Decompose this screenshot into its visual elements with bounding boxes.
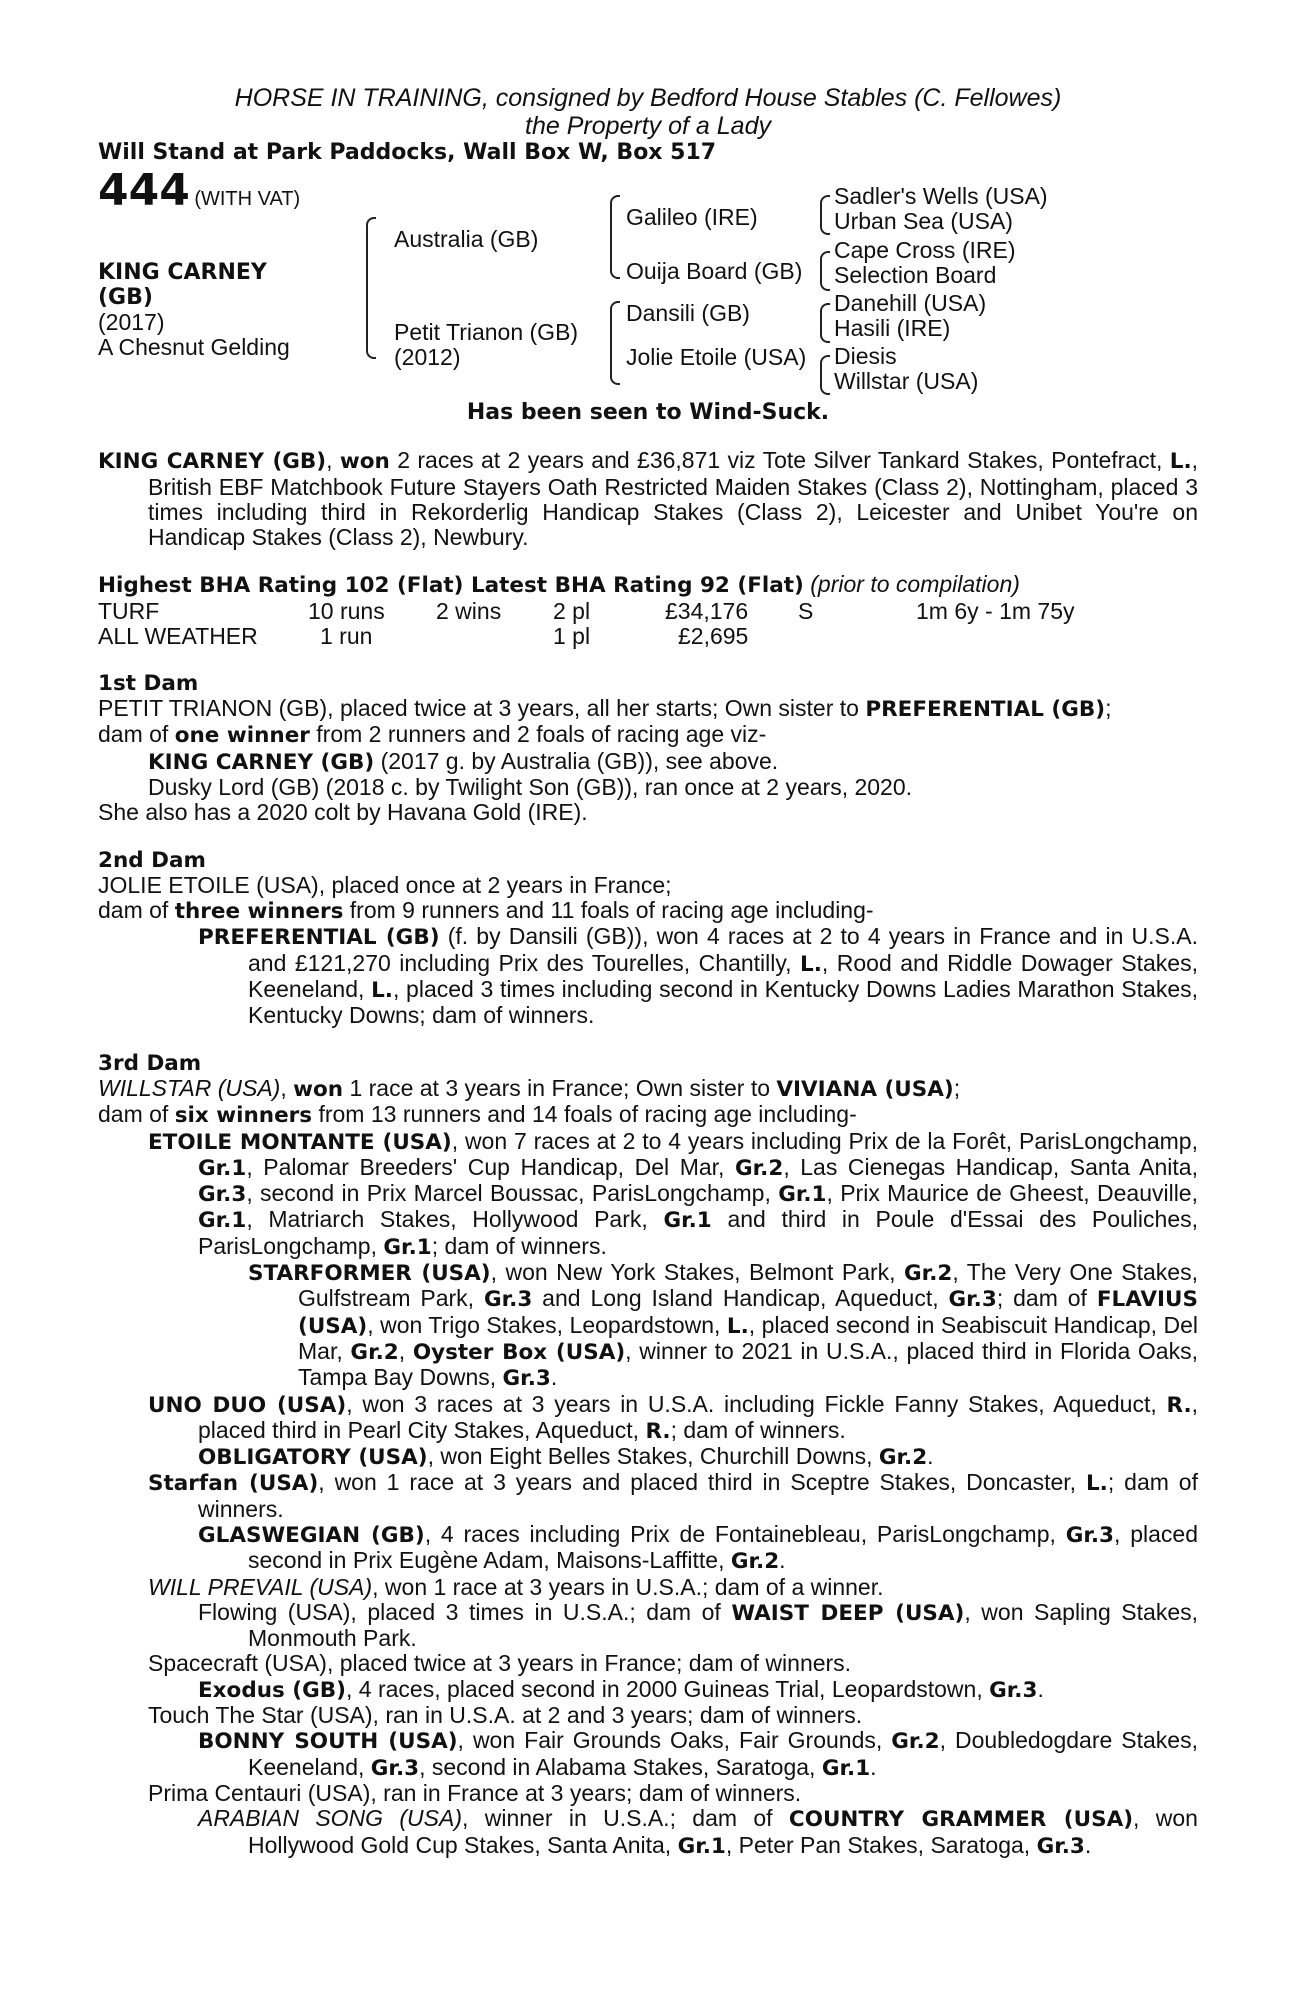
turf-row: TURF 10 runs 2 wins 2 pl £34,176 S 1m 6y - 1m 75y — [98, 597, 1075, 624]
horse-year: (2017) — [98, 309, 165, 336]
brace-g3 — [820, 303, 830, 343]
ratings-note: (prior to compilation) — [810, 571, 1020, 598]
lot-number: 444 — [98, 165, 190, 217]
brace-g2 — [820, 251, 830, 291]
pedigree-gg1: Sadler's Wells (USA) — [834, 183, 1048, 210]
pedigree-gg3: Cape Cross (IRE) — [834, 237, 1016, 264]
third-dam-section: 3rd Dam WILLSTAR (USA), won 1 race at 3 years in France; Own sister to VIVIANA (USA); dam of six winners from 13 runners and 14 foals of racing age including- ETOILE MONTANTE (USA), won 7 races at 2 to 4 years including Prix de la Forêt, ParisLongchamp, Gr.1, Palomar Breeders' Cup Handicap, Del Mar, Gr.2, Las Cienegas Handicap, Santa Anita, Gr.3, second in Prix Marcel Boussac, ParisLongchamp, Gr.1, Prix Maurice de Gheest, Deauville, Gr.1, Matriarch Stakes, Hollywood Park, Gr.1 and third in Poule d'Essai des Pouliches, ParisLongchamp, Gr.1; dam of winners. STARFORMER (USA), won New York Stakes, Belmont Park, Gr.2, The Very One Stakes, Gulfstream Park, Gr.3 and Long Island Handicap, Aqueduct, Gr.3; dam of FLAVIUS (USA), won Trigo Stakes, Leopardstown, L., placed second in Seabiscuit Handicap, Del Mar, Gr.2, Oyster Box (USA), winner to 2021 in U.S.A., placed third in Florida Oaks, Tampa Bay Downs, Gr.3. UNO DUO (USA), won 3 races at 3 years in U.S.A. including Fickle Fanny Stakes, Aqueduct, R., placed third in Pearl City Stakes, Aqueduct, R.; dam of winners. OBLIGATORY (USA), won Eight Belles Stakes, Churchill Downs, Gr.2. Starfan (USA), won 1 race at 3 years and placed third in Sceptre Stakes, Doncaster, L.; dam of winners. GLASWEGIAN (GB), 4 races including Prix de Fontainebleau, ParisLongchamp, Gr.3, placed second in Prix Eugène Adam, Maisons-Laffitte, Gr.2. WILL PREVAIL (USA), won 1 race at 3 years in U.S.A.; dam of a winner. Flowing (USA), placed 3 times in U.S.A.; dam of WAIST DEEP (USA), won Sapling Stakes, Monmouth Park. Spacecraft (USA), placed twice at 3 years in France; dam of winners. Exodus (GB), 4 races, placed second in 2000 Guineas Trial, Leopardstown, Gr.3. Touch The Star (USA), ran in U.S.A. at 2 and 3 years; dam of winners. BONNY SOUTH (USA), won Fair Grounds Oaks, Fair Grounds, Gr.2, Doubledogdare Stakes, Keeneland, Gr.3, second in Alabama Stakes, Saratoga, Gr.1. Prima Centauri (USA), ran in France at 3 years; dam of winners. ARABIAN SONG (USA), winner in U.S.A.; dam of COUNTRY GRAMMER (USA), won Hollywood Gold Cup Stakes, Santa Anita, Gr.1, Peter Pan Stakes, Saratoga, Gr.3. — [98, 1050, 1198, 1859]
progeny-glaswegian: GLASWEGIAN (GB), 4 races including Prix de Fontainebleau, ParisLongchamp, Gr.3, placed second in Prix Eugène Adam, Maisons-Laffitte, Gr.2. — [198, 1520, 1198, 1575]
pedigree-dam-year: (2012) — [394, 344, 461, 371]
second-dam-heading: 2nd Dam — [98, 847, 206, 873]
progeny-starformer: STARFORMER (USA), won New York Stakes, Belmont Park, Gr.2, The Very One Stakes, Gulfstream Park, Gr.3 and Long Island Handicap, Aqueduct, Gr.3; dam of FLAVIUS (USA), won Trigo Stakes, Leopardstown, L., placed second in Seabiscuit Handicap, Del Mar, Gr.2, Oyster Box (USA), winner to 2021 in U.S.A., placed third in Florida Oaks, Tampa Bay Downs, Gr.3. — [248, 1259, 1198, 1392]
horse-country: (GB) — [98, 285, 153, 311]
progeny-spacecraft: Spacecraft (USA), placed twice at 3 years in France; dam of winners. — [148, 1650, 852, 1677]
all-weather-row: ALL WEATHER 1 run 1 pl £2,695 — [98, 622, 749, 649]
progeny-flowing: Flowing (USA), placed 3 times in U.S.A.; dam of WAIST DEEP (USA), won Sapling Stakes, Monmouth Park. — [198, 1598, 1198, 1652]
consignor-heading: HORSE IN TRAINING, consigned by Bedford House Stables (C. Fellowes) the Property of a Lady — [234, 84, 1062, 140]
horse-name: KING CARNEY — [98, 260, 267, 286]
third-dam-heading: 3rd Dam — [98, 1050, 202, 1076]
progeny-bonny-south: BONNY SOUTH (USA), won Fair Grounds Oaks, Fair Grounds, Gr.2, Doubledogdare Stakes, Keeneland, Gr.3, second in Alabama Stakes, Saratoga, Gr.1. — [198, 1727, 1198, 1781]
pedigree-gg4: Selection Board — [834, 262, 997, 289]
pedigree-sire-dam: Ouija Board (GB) — [626, 258, 803, 285]
progeny-prima-centauri: Prima Centauri (USA), ran in France at 3 years; dam of winners. — [148, 1779, 802, 1806]
pedigree-dam-sire: Dansili (GB) — [626, 300, 750, 327]
progeny-etoile-montante: ETOILE MONTANTE (USA), won 7 races at 2 to 4 years including Prix de la Forêt, ParisLongchamp, Gr.1, Palomar Breeders' Cup Handicap, Del Mar, Gr.2, Las Cienegas Handicap, Santa Anita, Gr.3, second in Prix Marcel Boussac, ParisLongchamp, Gr.1, Prix Maurice de Gheest, Deauville, Gr.1, Matriarch Stakes, Hollywood Park, Gr.1 and third in Poule d'Essai des Pouliches, ParisLongchamp, Gr.1; dam of winners. — [148, 1127, 1198, 1260]
catalogue-page — [98, 84, 1198, 1859]
wind-suck-note: Has been seen to Wind-Suck. — [466, 400, 830, 426]
progeny-starfan: Starfan (USA), won 1 race at 3 years and placed third in Sceptre Stakes, Doncaster, L.; dam of winners. — [148, 1469, 1198, 1522]
second-dam-section: 2nd Dam JOLIE ETOILE (USA), placed once at 2 years in France; dam of three winners from 9 runners and 11 foals of racing age including- PREFERENTIAL (GB) (f. by Dansili (GB)), won 4 races at 2 to 4 years in France and in U.S.A. and £121,270 including Prix des Tourelles, Chantilly, L., Rood and Riddle Dowager Stakes, Keeneland, L., placed 3 times including second in Kentucky Downs Ladies Marathon Stakes, Kentucky Downs; dam of winners. — [98, 847, 1199, 1029]
progeny-will-prevail: WILL PREVAIL (USA), won 1 race at 3 years in U.S.A.; dam of a winner. — [148, 1573, 884, 1600]
pedigree-dam-dam: Jolie Etoile (USA) — [626, 344, 807, 371]
pedigree-sire: Australia (GB) — [394, 226, 539, 253]
progeny-uno-duo: UNO DUO (USA), won 3 races at 3 years in U.S.A. including Fickle Fanny Stakes, Aqueduct, R., placed third in Pearl City Stakes, Aqueduct, R.; dam of winners. — [148, 1390, 1198, 1444]
ratings-block — [98, 572, 1198, 648]
brace-g1 — [820, 195, 830, 235]
pedigree-gg5: Danehill (USA) — [834, 290, 987, 317]
pedigree-dam: Petit Trianon (GB) — [394, 319, 579, 346]
progeny-arabian-song: ARABIAN SONG (USA), winner in U.S.A.; dam of COUNTRY GRAMMER (USA), won Hollywood Gold Cup Stakes, Santa Anita, Gr.1, Peter Pan Stakes, Saratoga, Gr.3. — [198, 1805, 1198, 1859]
pedigree-block — [98, 165, 1198, 400]
vat-label: (WITH VAT) — [194, 188, 301, 211]
ratings-heading: Highest BHA Rating 102 (Flat) Latest BHA Rating 92 (Flat) — [98, 573, 804, 599]
horse-details — [98, 260, 290, 360]
pedigree-gg6: Hasili (IRE) — [834, 315, 951, 342]
brace-sire — [610, 195, 620, 279]
progeny-exodus: Exodus (GB), 4 races, placed second in 2000 Guineas Trial, Leopardstown, Gr.3. — [198, 1675, 1044, 1703]
first-dam-heading: 1st Dam — [98, 670, 199, 696]
brace-parents — [366, 217, 376, 359]
pedigree-gg8: Willstar (USA) — [834, 368, 979, 395]
race-summary: KING CARNEY (GB), won 2 races at 2 years and £36,871 viz Tote Silver Tankard Stakes, Pontefract, L., British EBF Matchbook Future Stayers Oath Restricted Maiden Stakes (Class 2), Nottingham, placed 3 times including third in Rekorderlig Handicap Stakes (Class 2), Leicester and Unibet You're on Handicap Stakes (Class 2), Newbury. — [98, 447, 1199, 551]
progeny-obligatory: OBLIGATORY (USA), won Eight Belles Stakes, Churchill Downs, Gr.2. — [198, 1443, 934, 1471]
brace-g4 — [820, 355, 830, 395]
brace-dam — [610, 301, 620, 385]
pedigree-gg7: Diesis — [834, 343, 897, 370]
pedigree-gg2: Urban Sea (USA) — [834, 208, 1013, 235]
pedigree-sire-sire: Galileo (IRE) — [626, 204, 758, 231]
progeny-touch-the-star: Touch The Star (USA), ran in U.S.A. at 2 and 3 years; dam of winners. — [148, 1702, 863, 1729]
stand-location: Will Stand at Park Paddocks, Wall Box W, Box 517 — [98, 140, 717, 165]
horse-description: A Chesnut Gelding — [98, 334, 290, 361]
first-dam-section: 1st Dam PETIT TRIANON (GB), placed twice at 3 years, all her starts; Own sister to PREFERENTIAL (GB); dam of one winner from 2 runners and 2 foals of racing age viz- KING CARNEY (GB) (2017 g. by Australia (GB)), see above. Dusky Lord (GB) (2018 c. by Twilight Son (GB)), ran once at 2 years, 2020. She also has a 2020 colt by Havana Gold (IRE). — [98, 671, 1198, 826]
